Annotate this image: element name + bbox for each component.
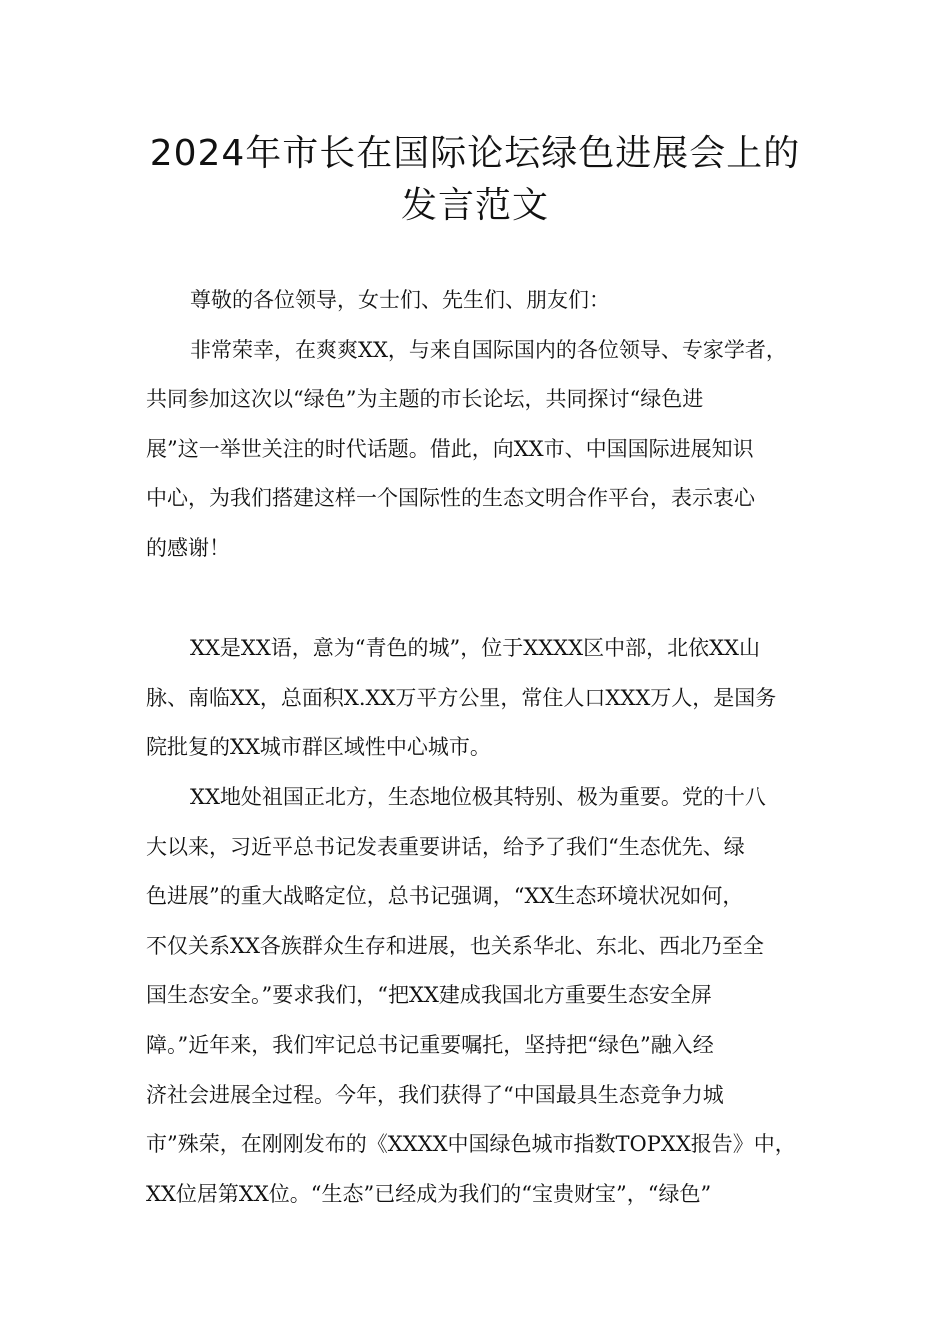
paragraph-1-line-4: 中心，为我们搭建这样一个国际性的生态文明合作平台，表示衷心: [146, 486, 755, 510]
paragraph-3-line-1: XX地处祖国正北方，生态地位极其特别、极为重要。党的十八: [190, 785, 766, 809]
paragraph-3-line-7: 济社会进展全过程。今年，我们获得了“中国最具生态竞争力城: [146, 1083, 724, 1107]
salutation-line: 尊敬的各位领导，女士们、先生们、朋友们：: [190, 288, 610, 312]
document-title-line-2: 发言范文: [400, 185, 549, 226]
paragraph-3-line-3: 色进展”的重大战略定位，总书记强调，“XX生态环境状况如何，: [146, 884, 744, 908]
paragraph-2-line-3: 院批复的XX城市群区域性中心城市。: [146, 735, 491, 759]
paragraph-3-line-2: 大以来，习近平总书记发表重要讲话，给予了我们“生态优先、绿: [146, 835, 745, 859]
paragraph-3-line-5: 国生态安全。”要求我们，“把XX建成我国北方重要生态安全屏: [146, 983, 712, 1007]
paragraph-2-line-2: 脉、南临XX，总面积X.XX万平方公里，常住人口XXX万人，是国务: [146, 686, 777, 710]
paragraph-1-line-2: 共同参加这次以“绿色”为主题的市长论坛，共同探讨“绿色进: [146, 387, 704, 411]
document-title-line-1: 2024年市长在国际论坛绿色进展会上的: [149, 133, 801, 174]
paragraph-2-line-1: XX是XX语，意为“青色的城”，位于XXXX区中部，北依XX山: [190, 636, 760, 660]
paragraph-1-line-5: 的感谢！: [146, 536, 230, 560]
paragraph-3-line-9: XX位居第XX位。“生态”已经成为我们的“宝贵财宝”，“绿色”: [146, 1182, 712, 1206]
paragraph-3-line-6: 障。”近年来，我们牢记总书记重要嘱托，坚持把“绿色”融入经: [146, 1033, 714, 1057]
paragraph-3-line-4: 不仅关系XX各族群众生存和进展，也关系华北、东北、西北乃至全: [146, 934, 764, 958]
paragraph-3-line-8: 市”殊荣，在刚刚发布的《XXXX中国绿色城市指数TOPXX报告》中，: [146, 1132, 796, 1156]
paragraph-1-line-3: 展”这一举世关注的时代话题。借此，向XX市、中国国际进展知识: [146, 437, 754, 461]
paragraph-1-line-1: 非常荣幸，在爽爽XX，与来自国际国内的各位领导、专家学者，: [190, 338, 787, 362]
